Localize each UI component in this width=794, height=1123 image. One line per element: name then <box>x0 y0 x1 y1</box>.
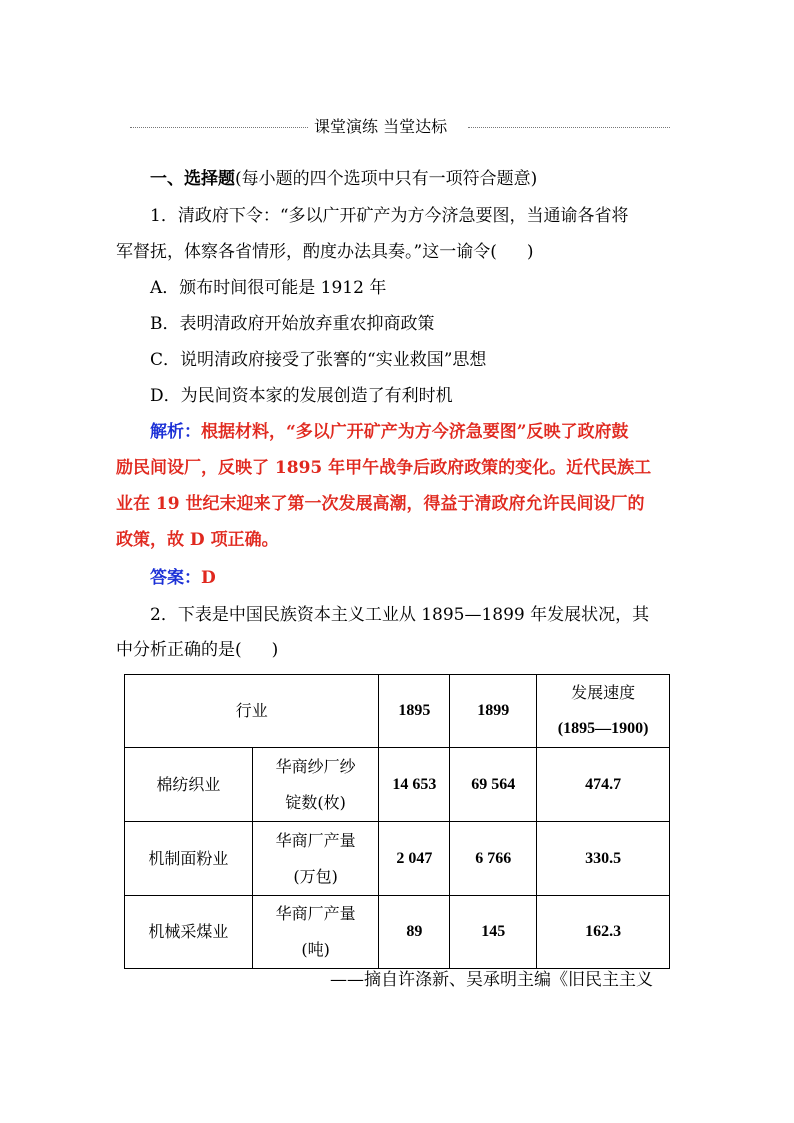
q1-stem-line1: 1．清政府下令：“多以广开矿产为方今济急要图，当通谕各省将 <box>150 206 629 226</box>
table-row <box>125 748 670 822</box>
row-speed: 162.3 <box>537 896 670 969</box>
table-source: ——摘自许涤新、吴承明主编《旧民主主义 <box>330 970 653 990</box>
industry-table <box>124 674 670 969</box>
q1-analysis-line2: 励民间设厂，反映了 1895 年甲午战争后政府政策的变化。近代民族工 <box>116 458 652 478</box>
q1-option-c: C．说明清政府接受了张謇的“实业救国”思想 <box>150 350 487 370</box>
row-metric <box>252 896 379 969</box>
header-speed-line2: (1895—1900) <box>557 720 649 737</box>
row-1895: 14 653 <box>379 748 450 822</box>
row-speed: 330.5 <box>537 822 670 896</box>
table-header-row <box>125 675 670 748</box>
table-row <box>125 896 670 969</box>
q1-analysis-line4: 政策，故 D 项正确。 <box>116 530 279 550</box>
q1-option-b: B．表明清政府开始放弃重农抑商政策 <box>150 314 435 334</box>
q2-stem-line1: 2．下表是中国民族资本主义工业从 1895—1899 年发展状况，其 <box>150 605 650 625</box>
header-1895: 1895 <box>379 675 450 748</box>
table-row <box>125 822 670 896</box>
row-metric-line2: (万包) <box>293 866 338 886</box>
header-rule-left <box>130 127 308 128</box>
q1-analysis-line1 <box>150 420 629 444</box>
row-1899: 145 <box>450 896 537 969</box>
row-1899: 69 564 <box>450 748 537 822</box>
q1-option-d: D．为民间资本家的发展创造了有利时机 <box>150 386 453 406</box>
q1-answer <box>150 566 216 590</box>
row-metric <box>252 748 379 822</box>
row-metric <box>252 822 379 896</box>
q2-stem-line2-text: 中分析正确的是( <box>116 640 242 660</box>
header-rule-right <box>468 127 670 128</box>
section-heading-rest: (每小题的四个选项中只有一项符合题意) <box>235 169 538 189</box>
q2-stem-line2 <box>116 638 278 662</box>
header-industry: 行业 <box>125 675 379 748</box>
row-metric-line2: 锭数(枚) <box>285 792 346 812</box>
row-metric-line1: 华商纱厂纱 <box>275 756 356 776</box>
row-speed: 474.7 <box>537 748 670 822</box>
analysis-text-1: 根据材料，“多以广开矿产为方今济急要图”反映了政府鼓 <box>201 422 629 442</box>
row-metric-line2: (吨) <box>301 940 330 959</box>
row-1895: 2 047 <box>379 822 450 896</box>
header-1899: 1899 <box>450 675 537 748</box>
header-speed-line1: 发展速度 <box>571 683 636 702</box>
row-1899: 6 766 <box>450 822 537 896</box>
section-header <box>130 116 670 138</box>
q1-option-a: A．颁布时间很可能是 1912 年 <box>150 278 387 298</box>
row-industry: 棉纺织业 <box>125 748 253 822</box>
row-industry: 机制面粉业 <box>125 822 253 896</box>
answer-label: 答案： <box>150 568 201 588</box>
section-heading <box>150 167 537 191</box>
q1-analysis-line3: 业在 19 世纪末迎来了第一次发展高潮，得益于清政府允许民间设厂的 <box>116 494 645 514</box>
q2-paren-close: ) <box>271 640 279 660</box>
q1-paren-close: ) <box>526 242 534 262</box>
section-heading-bold: 一、选择题 <box>150 169 235 189</box>
row-metric-line1: 华商厂产量 <box>275 904 356 923</box>
q1-stem-line2 <box>116 240 533 264</box>
header-speed <box>537 675 670 748</box>
header-title: 课堂演练 当堂达标 <box>314 117 448 136</box>
row-metric-line1: 华商厂产量 <box>275 830 356 850</box>
row-1895: 89 <box>379 896 450 969</box>
answer-value: D <box>201 568 216 588</box>
row-industry: 机械采煤业 <box>125 896 253 969</box>
q1-stem-line2-text: 军督抚，体察各省情形，酌度办法具奏。”这一谕令( <box>116 242 497 262</box>
analysis-label: 解析： <box>150 422 201 442</box>
